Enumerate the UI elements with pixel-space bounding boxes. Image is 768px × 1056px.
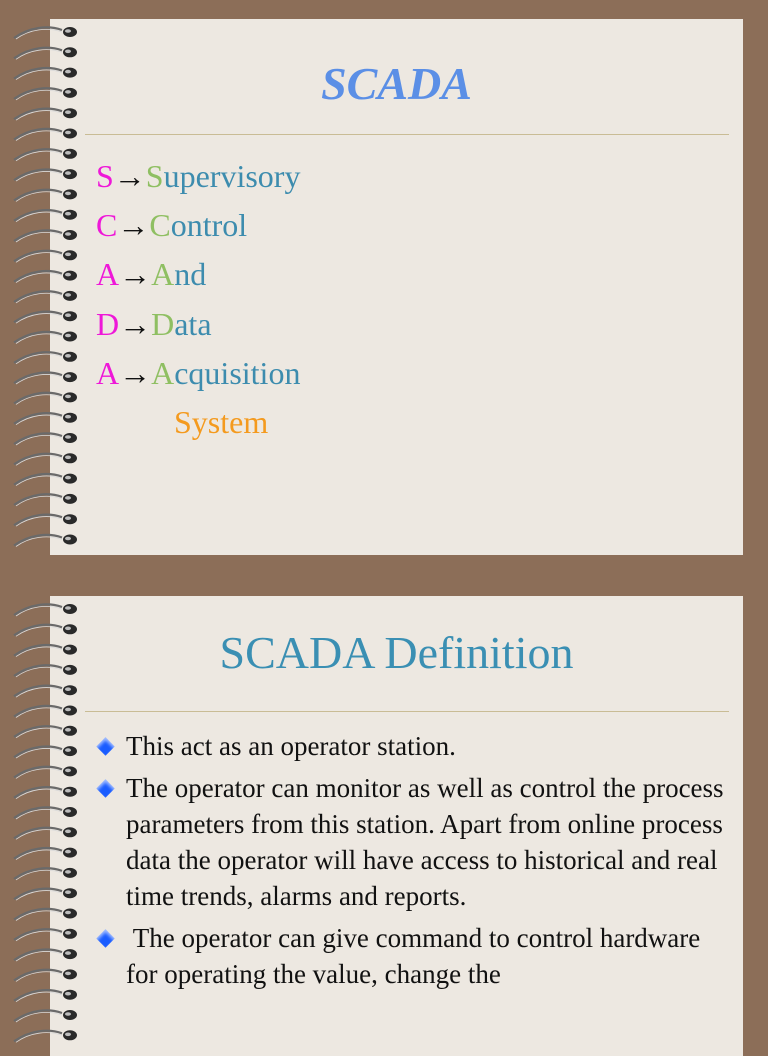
spiral-coil [14, 535, 77, 547]
spiral-coil [14, 888, 77, 900]
spiral-coil [14, 352, 77, 364]
bullet-text: This act as an operator station. [126, 731, 456, 761]
acronym-row-system [96, 398, 300, 447]
arrow-icon: → [117, 207, 150, 244]
word-rest: nd [174, 256, 207, 293]
bullet-text: The operator can give command to control hardware for operating the value, change the [126, 923, 708, 989]
spiral-coil [14, 514, 77, 526]
word-rest: ata [174, 305, 212, 342]
acronym-row-s [96, 152, 300, 201]
spiral-coil [14, 969, 77, 981]
word-rest: ontrol [170, 207, 248, 244]
word-initial: C [149, 207, 171, 244]
bullet-item [94, 770, 734, 914]
diamond-bullet-icon [96, 737, 114, 755]
slide-scada [50, 19, 743, 555]
bullet-text: The operator can monitor as well as control the process parameters from this station. Apart from online process data the operator will have access to historical and real time trends, alarms and reports. [126, 773, 724, 911]
arrow-icon: → [119, 256, 152, 293]
word-initial: D [151, 305, 175, 342]
spiral-coil [14, 909, 77, 921]
spiral-coil [14, 108, 77, 120]
acronym-letter: S [96, 158, 114, 194]
word-initial: S [145, 158, 164, 194]
spiral-coil [14, 250, 77, 262]
word-rest: upervisory [163, 158, 301, 194]
bullet-list [94, 728, 734, 998]
arrow-icon: → [119, 354, 152, 391]
spiral-coil [14, 413, 77, 425]
spiral-coil [14, 291, 77, 303]
title-divider [85, 134, 729, 135]
acronym-row-a [96, 250, 300, 299]
spiral-coil [14, 827, 77, 839]
slide-scada-definition [50, 596, 743, 1056]
acronym-list [96, 152, 300, 447]
spiral-coil [14, 474, 77, 486]
spiral-coil [14, 604, 77, 616]
spiral-coil [14, 169, 77, 181]
spiral-coil [14, 332, 77, 344]
acronym-letter: C [96, 207, 118, 244]
spiral-coil [14, 311, 77, 323]
spiral-coil [14, 392, 77, 404]
spiral-coil [14, 1010, 77, 1022]
spiral-coil [14, 726, 77, 738]
word-initial: A [151, 354, 175, 391]
spiral-coil [14, 949, 77, 961]
acronym-row-d [96, 300, 300, 349]
title-divider [85, 711, 729, 712]
spiral-coil [14, 929, 77, 941]
arrow-icon: → [119, 305, 152, 342]
spiral-coil [14, 129, 77, 141]
bullet-item [94, 728, 734, 764]
slide-title: SCADA Definition [219, 627, 574, 678]
word-initial: A [151, 256, 175, 293]
spiral-coil [14, 848, 77, 860]
spiral-coil [14, 230, 77, 242]
spiral-coil [14, 149, 77, 161]
spiral-coil [14, 807, 77, 819]
spiral-coil [14, 868, 77, 880]
arrow-icon: → [113, 158, 146, 194]
diamond-bullet-icon [96, 779, 114, 797]
acronym-letter: A [96, 256, 120, 293]
spiral-coil [14, 685, 77, 697]
spiral-coil [14, 189, 77, 201]
spiral-coil [14, 990, 77, 1002]
spiral-coil [14, 453, 77, 465]
spiral-coil [14, 1030, 77, 1042]
spiral-coil [14, 766, 77, 778]
spiral-coil [14, 210, 77, 222]
spiral-coil [14, 271, 77, 283]
spiral-coil [14, 787, 77, 799]
acronym-letter: A [96, 354, 120, 391]
spiral-coil [14, 27, 77, 39]
spiral-coil [14, 372, 77, 384]
word-rest: cquisition [174, 354, 301, 391]
spiral-coil [14, 746, 77, 758]
system-word: System [174, 403, 269, 440]
acronym-row-c [96, 201, 300, 250]
slide-title: SCADA [321, 58, 472, 109]
spiral-coil [14, 494, 77, 506]
acronym-letter: D [96, 305, 120, 342]
spiral-coil [14, 706, 77, 718]
diamond-bullet-icon [96, 929, 114, 947]
bullet-item [94, 920, 734, 992]
acronym-row-a2 [96, 349, 300, 398]
spiral-coil [14, 433, 77, 445]
